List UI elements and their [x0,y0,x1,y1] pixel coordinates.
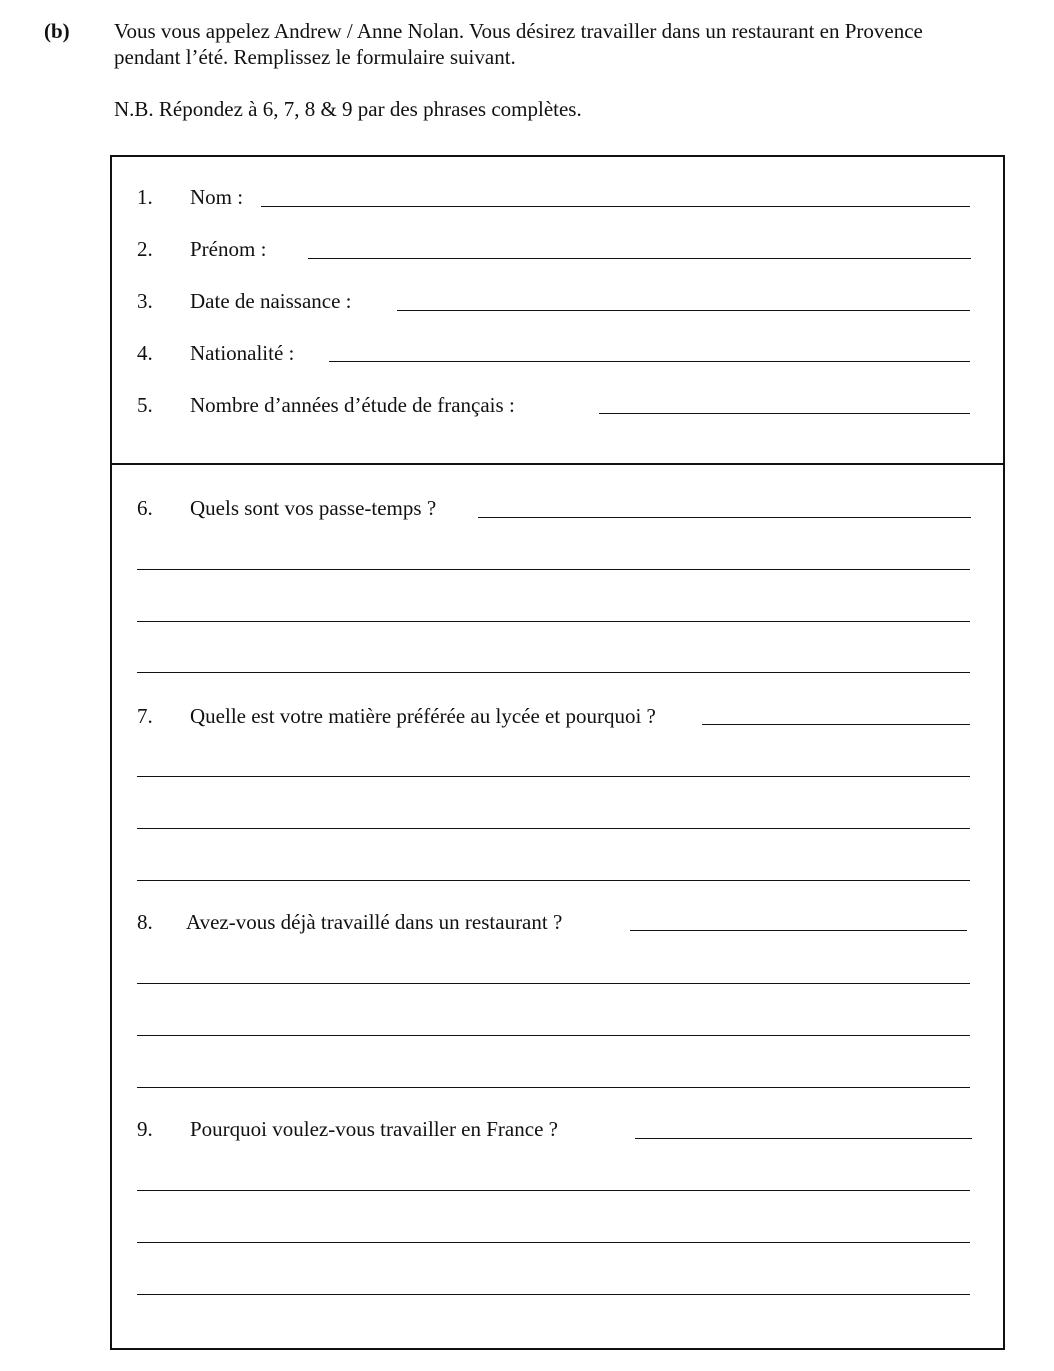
q4-label: Nationalité : [190,341,295,365]
q9-answer-line[interactable] [137,1294,970,1295]
q6-answer-line[interactable] [137,621,970,622]
q1-label: Nom : [190,185,244,209]
q2-number: 2. [137,237,153,261]
q6-answer-line[interactable] [478,517,971,518]
q7-answer-line[interactable] [137,880,970,881]
q2-answer-line[interactable] [308,258,971,259]
q8-number: 8. [137,910,153,934]
q3-answer-line[interactable] [397,310,970,311]
q2-label: Prénom : [190,237,267,261]
q9-answer-line[interactable] [635,1138,972,1139]
form-section-divider [110,463,1005,465]
q5-answer-line[interactable] [599,413,970,414]
q9-answer-line[interactable] [137,1242,970,1243]
q1-answer-line[interactable] [261,206,970,207]
q8-label: Avez-vous déjà travaillé dans un restaurant ? [186,910,563,934]
q8-answer-line[interactable] [630,930,967,931]
part-label: (b) [44,19,70,43]
q9-label: Pourquoi voulez-vous travailler en France ? [190,1117,558,1141]
q5-number: 5. [137,393,153,417]
q6-number: 6. [137,496,153,520]
q1-number: 1. [137,185,153,209]
q7-answer-line[interactable] [137,776,970,777]
q6-answer-line[interactable] [137,569,970,570]
instruction-line-1: Vous vous appelez Andrew / Anne Nolan. Vous désirez travailler dans un restaurant en Provence [114,19,923,43]
q8-answer-line[interactable] [137,1035,970,1036]
q7-label: Quelle est votre matière préférée au lycée et pourquoi ? [190,704,656,728]
note-text: N.B. Répondez à 6, 7, 8 & 9 par des phrases complètes. [114,97,582,121]
form-box [110,155,1005,1350]
q3-number: 3. [137,289,153,313]
q3-label: Date de naissance : [190,289,352,313]
instruction-line-2: pendant l’été. Remplissez le formulaire suivant. [114,45,516,69]
q8-answer-line[interactable] [137,983,970,984]
q8-answer-line[interactable] [137,1087,970,1088]
q6-label: Quels sont vos passe-temps ? [190,496,437,520]
q5-label: Nombre d’années d’étude de français : [190,393,515,417]
q9-number: 9. [137,1117,153,1141]
q7-answer-line[interactable] [137,828,970,829]
q9-answer-line[interactable] [137,1190,970,1191]
q7-answer-line[interactable] [702,724,970,725]
q7-number: 7. [137,704,153,728]
q4-number: 4. [137,341,153,365]
q4-answer-line[interactable] [329,361,970,362]
q6-answer-line[interactable] [137,672,970,673]
